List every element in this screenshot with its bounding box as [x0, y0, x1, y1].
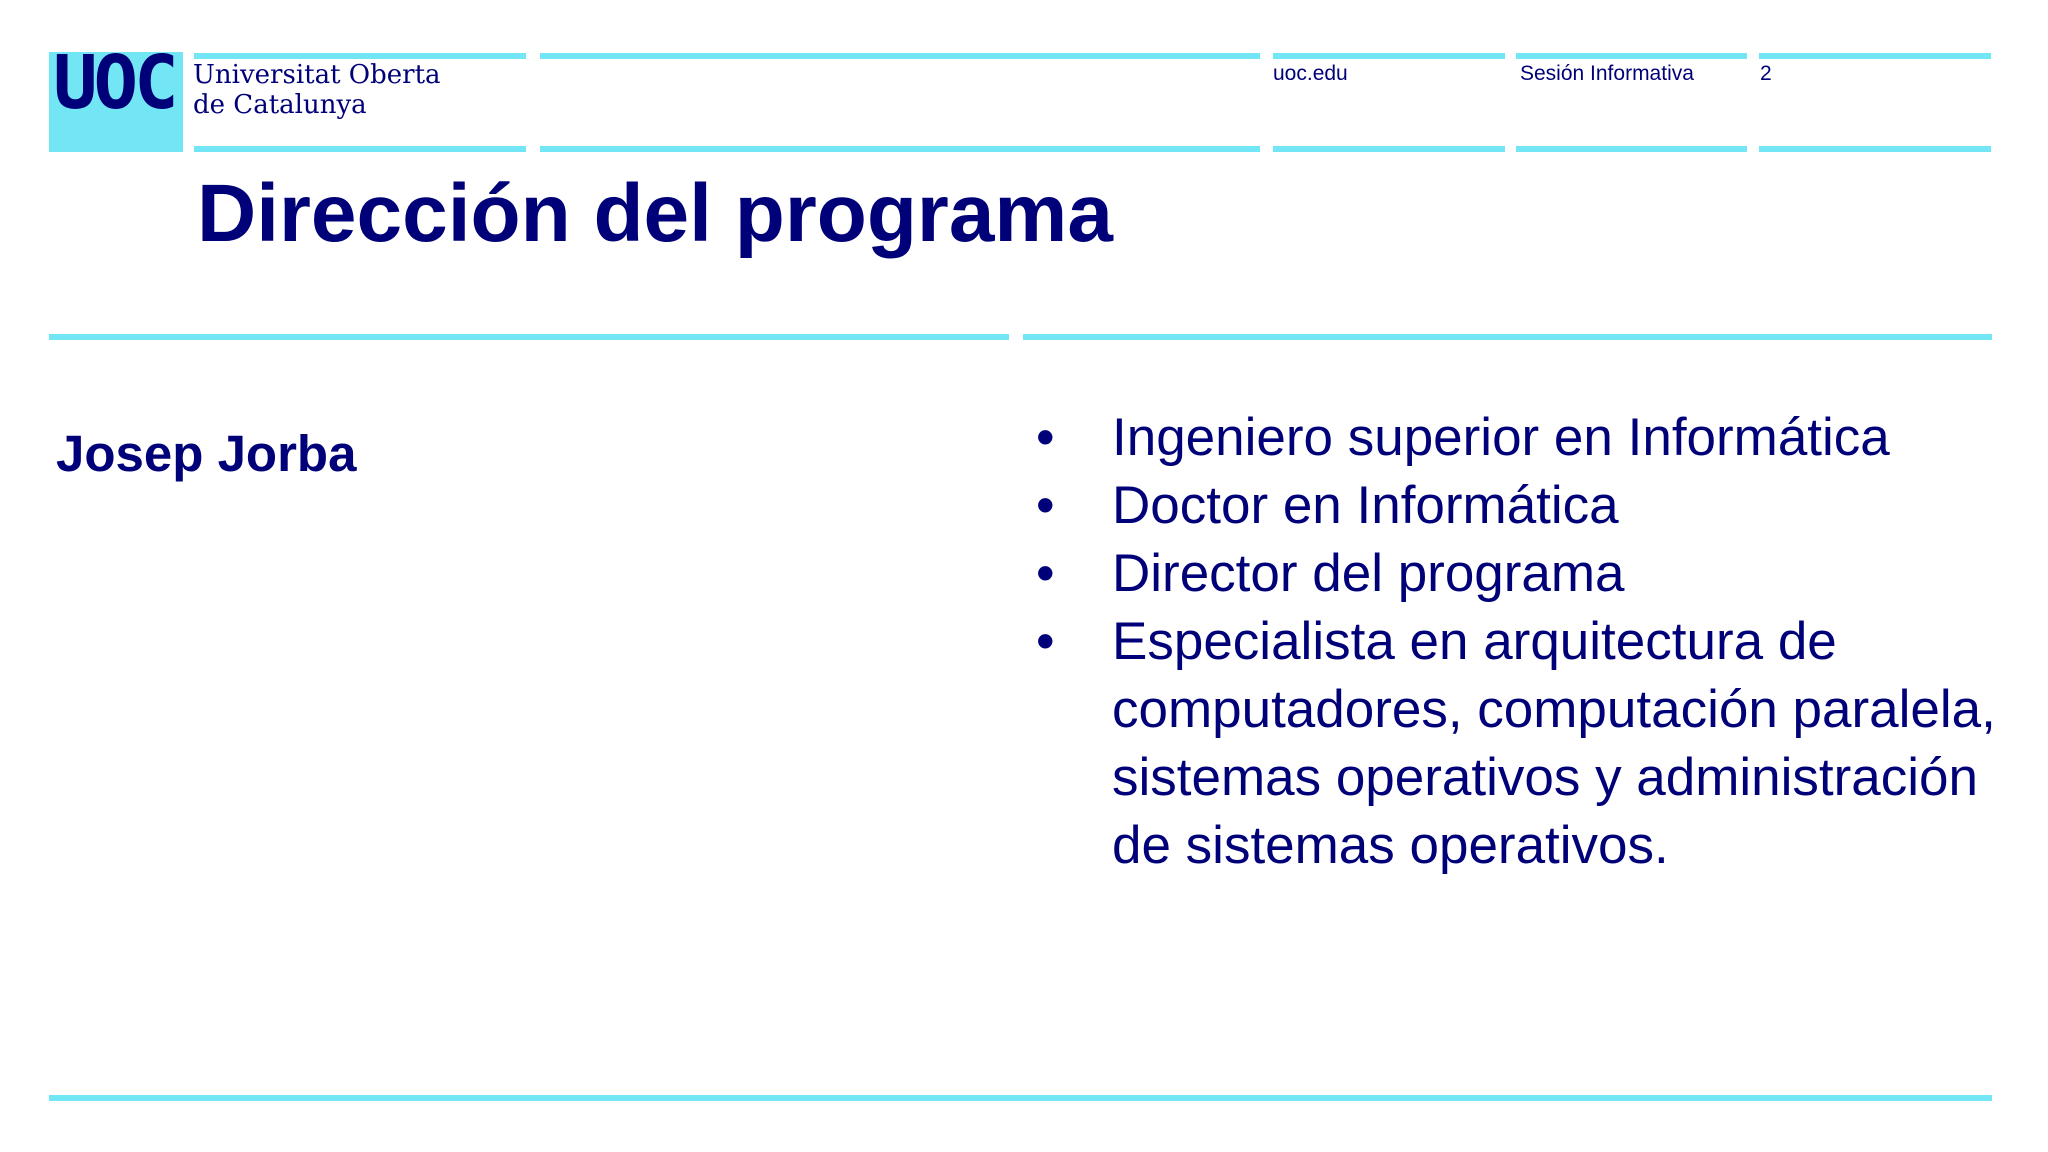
university-name-line1: Universitat Oberta: [193, 60, 441, 90]
university-name-line2: de Catalunya: [193, 90, 367, 120]
credentials-list: [1028, 404, 2018, 880]
credential-item: [1028, 608, 2018, 880]
page-number: 2: [1760, 62, 1772, 85]
credential-text: Ingeniero superior en Informática: [1112, 408, 1890, 467]
credential-item: [1028, 540, 2018, 608]
header-top-rule: [1516, 53, 1747, 59]
page-title: Dirección del programa: [197, 168, 1113, 259]
uoc-logo: [49, 52, 183, 152]
header-bottom-rule: [1516, 146, 1747, 152]
bullet-icon: •: [1036, 544, 1055, 603]
header-top-rule: [194, 53, 526, 59]
header-top-rule: [540, 53, 1260, 59]
credential-text: Especialista en arquitectura de computadores, computación paralela, sistemas operativos y administración de sistemas operativos.: [1112, 612, 1996, 875]
header-bottom-rule: [1759, 146, 1991, 152]
title-divider: [1023, 334, 1992, 340]
bullet-icon: •: [1036, 408, 1055, 467]
presentation-name: Sesión Informativa: [1520, 62, 1694, 85]
credential-item: [1028, 404, 2018, 472]
university-name: [193, 60, 441, 120]
header-top-rule: [1273, 53, 1505, 59]
header-bottom-rule: [1273, 146, 1505, 152]
header-bottom-rule: [194, 146, 526, 152]
logo-mark: UOC: [53, 52, 175, 126]
person-name: Josep Jorba: [56, 425, 357, 482]
credential-text: Doctor en Informática: [1112, 476, 1619, 535]
credential-item: [1028, 472, 2018, 540]
footer-rule: [49, 1095, 1992, 1101]
bullet-icon: •: [1036, 612, 1055, 671]
website-label: uoc.edu: [1273, 62, 1348, 85]
header-top-rule: [1759, 53, 1991, 59]
credential-text: Director del programa: [1112, 544, 1625, 603]
header-bottom-rule: [540, 146, 1260, 152]
title-divider: [49, 334, 1009, 340]
bullet-icon: •: [1036, 476, 1055, 535]
